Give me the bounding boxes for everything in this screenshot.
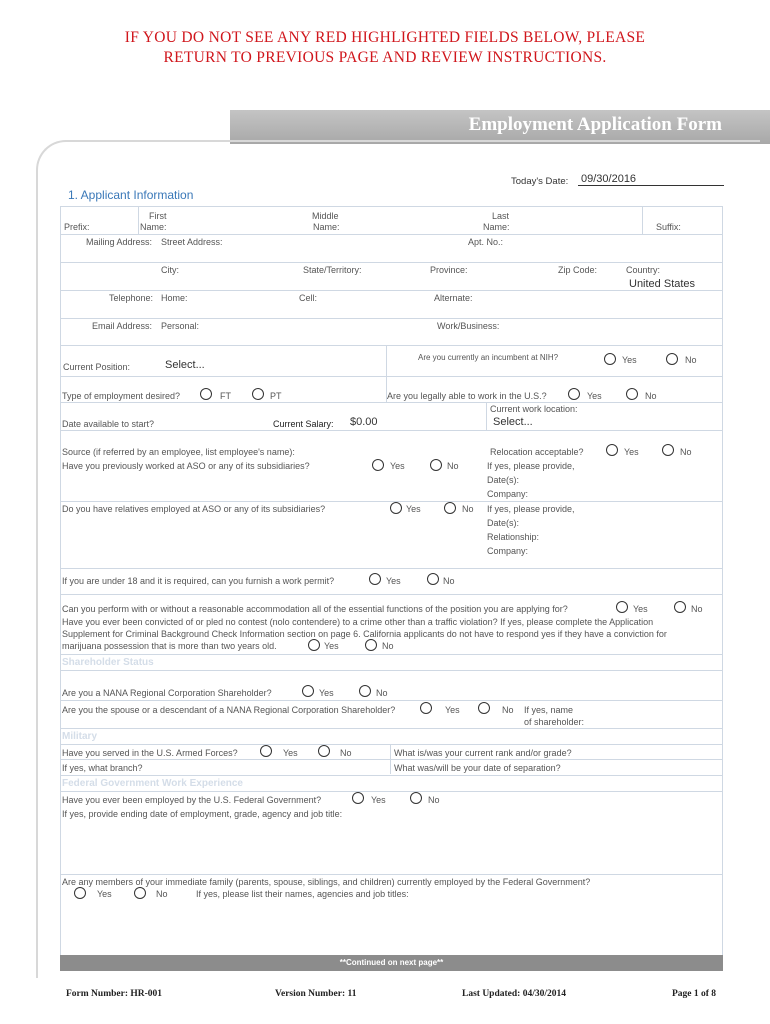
personal-email-label: Personal: bbox=[161, 321, 200, 331]
accommodation-yes-label: Yes bbox=[633, 604, 648, 614]
cell-phone-label: Cell: bbox=[299, 293, 318, 303]
warning-message bbox=[0, 28, 770, 68]
work-permit-yes-label: Yes bbox=[386, 576, 401, 586]
grid-divider bbox=[60, 728, 723, 729]
shareholder-name-label-2: of shareholder: bbox=[524, 717, 585, 727]
relocation-no-label: No bbox=[680, 447, 692, 457]
first-name-label-1: First bbox=[149, 211, 167, 221]
previous-aso-question: Have you previously worked at ASO or any of its subsidiaries? bbox=[62, 461, 310, 471]
relatives-if-yes: If yes, please provide, bbox=[487, 504, 575, 514]
current-salary-field[interactable]: $0.00 bbox=[350, 416, 378, 428]
page-number: Page 1 of 8 bbox=[672, 989, 717, 999]
shareholder-name-label-1: If yes, name bbox=[524, 705, 574, 715]
grid-border bbox=[60, 346, 61, 955]
city-label: City: bbox=[161, 265, 179, 275]
convicted-question-line-3: marijuana possession that is more than two years old. bbox=[62, 641, 277, 651]
work-permit-question: If you are under 18 and it is required, can you furnish a work permit? bbox=[62, 576, 335, 586]
grid-divider bbox=[486, 402, 487, 430]
relatives-dates-label: Date(s): bbox=[487, 518, 520, 528]
grid-divider bbox=[642, 206, 643, 234]
federal-employment-no-radio[interactable] bbox=[410, 792, 422, 804]
work-permit-yes-radio[interactable] bbox=[369, 573, 381, 585]
prefix-label: Prefix: bbox=[64, 222, 90, 232]
armed-forces-question: Have you served in the U.S. Armed Forces? bbox=[62, 748, 238, 758]
state-label: State/Territory: bbox=[303, 265, 362, 275]
mailing-address-label: Mailing Address: bbox=[86, 237, 153, 247]
armed-forces-yes-label: Yes bbox=[283, 748, 298, 758]
grid-divider bbox=[60, 654, 723, 655]
federal-employment-yes-radio[interactable] bbox=[352, 792, 364, 804]
employment-ft-label: FT bbox=[220, 391, 231, 401]
grid-divider bbox=[60, 568, 723, 569]
form-number: Form Number: HR-001 bbox=[66, 989, 163, 999]
telephone-label: Telephone: bbox=[109, 293, 154, 303]
previous-aso-yes-radio[interactable] bbox=[372, 459, 384, 471]
grid-divider bbox=[138, 206, 139, 234]
convicted-no-label: No bbox=[382, 641, 394, 651]
federal-details-label: If yes, provide ending date of employment, grade, agency and job title: bbox=[62, 809, 343, 819]
incumbent-yes-radio[interactable] bbox=[604, 353, 616, 365]
grid-divider bbox=[60, 791, 723, 792]
current-work-location-label: Current work location: bbox=[490, 404, 578, 414]
grid-divider bbox=[60, 759, 723, 760]
convicted-question-line-1: Have you ever been convicted of or pled no contest (nolo contendere) to a crime other than a traffic violation? If yes, please complete the Application bbox=[62, 617, 654, 627]
first-name-label-2: Name: bbox=[140, 222, 167, 232]
federal-experience-title: Federal Government Work Experience bbox=[62, 778, 243, 789]
form-title: Employment Application Form bbox=[468, 114, 722, 135]
previous-aso-no-label: No bbox=[447, 461, 459, 471]
suffix-label: Suffix: bbox=[656, 222, 681, 232]
relocation-no-radio[interactable] bbox=[662, 444, 674, 456]
armed-forces-yes-radio[interactable] bbox=[260, 745, 272, 757]
accommodation-no-radio[interactable] bbox=[674, 601, 686, 613]
continued-banner: **Continued on next page** bbox=[60, 955, 723, 971]
federal-employment-no-label: No bbox=[428, 795, 440, 805]
spouse-shareholder-question: Are you the spouse or a descendant of a NANA Regional Corporation Shareholder? bbox=[62, 705, 396, 715]
apt-no-label: Apt. No.: bbox=[468, 237, 504, 247]
middle-name-label-1: Middle bbox=[312, 211, 339, 221]
todays-date-underline bbox=[578, 185, 724, 186]
spouse-shareholder-yes-label: Yes bbox=[445, 705, 460, 715]
previous-aso-no-radio[interactable] bbox=[430, 459, 442, 471]
grid-border bbox=[722, 346, 723, 955]
current-position-select[interactable]: Select... bbox=[165, 359, 205, 371]
shareholder-no-label: No bbox=[376, 688, 388, 698]
spouse-shareholder-no-radio[interactable] bbox=[478, 702, 490, 714]
relocation-yes-label: Yes bbox=[624, 447, 639, 457]
convicted-yes-label: Yes bbox=[324, 641, 339, 651]
grid-divider bbox=[60, 430, 723, 431]
military-branch-label: If yes, what branch? bbox=[62, 763, 143, 773]
employment-type-question: Type of employment desired? bbox=[62, 391, 181, 401]
grid-divider bbox=[60, 874, 723, 875]
relatives-no-label: No bbox=[462, 504, 474, 514]
grid-divider bbox=[386, 346, 387, 376]
family-federal-yes-label: Yes bbox=[97, 889, 112, 899]
current-salary-label: Current Salary: bbox=[273, 419, 334, 429]
last-name-label-2: Name: bbox=[483, 222, 510, 232]
relocation-yes-radio[interactable] bbox=[606, 444, 618, 456]
previous-aso-if-yes: If yes, please provide, bbox=[487, 461, 575, 471]
relatives-question: Do you have relatives employed at ASO or any of its subsidiaries? bbox=[62, 504, 326, 514]
source-label: Source (if referred by an employee, list employee's name): bbox=[62, 447, 295, 457]
province-label: Province: bbox=[430, 265, 468, 275]
last-updated: Last Updated: 04/30/2014 bbox=[462, 989, 566, 999]
family-federal-details-label: If yes, please list their names, agencies and job titles: bbox=[196, 889, 409, 899]
grid-divider bbox=[60, 594, 723, 595]
work-email-label: Work/Business: bbox=[437, 321, 500, 331]
alternate-phone-label: Alternate: bbox=[434, 293, 473, 303]
home-phone-label: Home: bbox=[161, 293, 188, 303]
armed-forces-no-label: No bbox=[340, 748, 352, 758]
shareholder-no-radio[interactable] bbox=[359, 685, 371, 697]
relocation-question: Relocation acceptable? bbox=[490, 447, 584, 457]
grid-divider bbox=[60, 501, 723, 502]
shareholder-question: Are you a NANA Regional Corporation Shareholder? bbox=[62, 688, 272, 698]
family-federal-question: Are any members of your immediate family (parents, spouse, siblings, and children) currently employed by the Federal Government? bbox=[62, 877, 591, 887]
relatives-company-label: Company: bbox=[487, 546, 529, 556]
legal-work-no-radio[interactable] bbox=[626, 388, 638, 400]
family-federal-no-radio[interactable] bbox=[134, 887, 146, 899]
grid-divider bbox=[60, 700, 723, 701]
previous-aso-yes-label: Yes bbox=[390, 461, 405, 471]
form-title-banner bbox=[230, 110, 770, 144]
shareholder-yes-label: Yes bbox=[319, 688, 334, 698]
military-rank-label: What is/was your current rank and/or grade? bbox=[394, 748, 572, 758]
todays-date-field[interactable]: 09/30/2016 bbox=[581, 173, 637, 185]
shareholder-yes-radio[interactable] bbox=[302, 685, 314, 697]
previous-aso-dates-label: Date(s): bbox=[487, 475, 520, 485]
previous-aso-company-label: Company: bbox=[487, 489, 529, 499]
grid-divider bbox=[60, 670, 723, 671]
todays-date-label: Today's Date: bbox=[511, 176, 569, 187]
last-name-label-1: Last bbox=[492, 211, 510, 221]
spouse-shareholder-yes-radio[interactable] bbox=[420, 702, 432, 714]
armed-forces-no-radio[interactable] bbox=[318, 745, 330, 757]
separation-date-label: What was/will be your date of separation? bbox=[394, 763, 561, 773]
zip-code-label: Zip Code: bbox=[558, 265, 598, 275]
street-address-label: Street Address: bbox=[161, 237, 223, 247]
accommodation-no-label: No bbox=[691, 604, 703, 614]
convicted-no-radio[interactable] bbox=[365, 639, 377, 651]
employment-pt-label: PT bbox=[270, 391, 282, 401]
current-position-label: Current Position: bbox=[63, 362, 131, 372]
work-location-select[interactable]: Select... bbox=[493, 416, 533, 428]
federal-employment-yes-label: Yes bbox=[371, 795, 386, 805]
email-address-label: Email Address: bbox=[92, 321, 153, 331]
work-permit-no-radio[interactable] bbox=[427, 573, 439, 585]
warning-line-1: IF YOU DO NOT SEE ANY RED HIGHLIGHTED FIELDS BELOW, PLEASE bbox=[124, 29, 646, 46]
country-select[interactable]: United States bbox=[629, 278, 696, 290]
family-federal-no-label: No bbox=[156, 889, 168, 899]
relatives-relationship-label: Relationship: bbox=[487, 532, 540, 542]
federal-employment-question: Have you ever been employed by the U.S. Federal Government? bbox=[62, 795, 322, 805]
incumbent-no-radio[interactable] bbox=[666, 353, 678, 365]
grid-divider bbox=[60, 376, 723, 377]
incumbent-no-label: No bbox=[685, 355, 697, 365]
grid-divider bbox=[60, 402, 723, 403]
incumbent-question: Are you currently an incumbent at NIH? bbox=[418, 353, 559, 362]
grid-divider bbox=[60, 234, 723, 235]
date-available-label: Date available to start? bbox=[62, 419, 155, 429]
legal-work-no-label: No bbox=[645, 391, 657, 401]
country-label: Country: bbox=[626, 265, 661, 275]
convicted-yes-radio[interactable] bbox=[308, 639, 320, 651]
grid-divider bbox=[60, 290, 723, 291]
legal-work-yes-label: Yes bbox=[587, 391, 602, 401]
grid-divider bbox=[60, 318, 723, 319]
accommodation-question: Can you perform with or without a reasonable accommodation all of the essential functions of the position you are applying for? bbox=[62, 604, 568, 614]
employment-pt-radio[interactable] bbox=[252, 388, 264, 400]
incumbent-yes-label: Yes bbox=[622, 355, 637, 365]
grid-divider bbox=[60, 775, 723, 776]
legal-work-yes-radio[interactable] bbox=[568, 388, 580, 400]
warning-line-2: RETURN TO PREVIOUS PAGE AND REVIEW INSTRUCTIONS. bbox=[163, 49, 607, 66]
military-title: Military bbox=[62, 731, 98, 742]
convicted-question-line-2: Supplement for Criminal Background Check Information section on page 6. California applicants do not have to respond yes if they have a conviction for bbox=[62, 629, 667, 639]
legal-work-question: Are you legally able to work in the U.S.? bbox=[387, 391, 547, 401]
shareholder-status-title: Shareholder Status bbox=[62, 657, 154, 668]
version-number: Version Number: 11 bbox=[275, 989, 357, 999]
relatives-no-radio[interactable] bbox=[444, 502, 456, 514]
family-federal-yes-radio[interactable] bbox=[74, 887, 86, 899]
accommodation-yes-radio[interactable] bbox=[616, 601, 628, 613]
relatives-yes-label: Yes bbox=[406, 504, 421, 514]
spouse-shareholder-no-label: No bbox=[502, 705, 514, 715]
employment-ft-radio[interactable] bbox=[200, 388, 212, 400]
section-applicant-information: 1. Applicant Information bbox=[68, 188, 194, 202]
middle-name-label-2: Name: bbox=[313, 222, 340, 232]
grid-divider bbox=[60, 744, 723, 745]
relatives-yes-radio[interactable] bbox=[390, 502, 402, 514]
grid-divider bbox=[60, 262, 723, 263]
work-permit-no-label: No bbox=[443, 576, 455, 586]
